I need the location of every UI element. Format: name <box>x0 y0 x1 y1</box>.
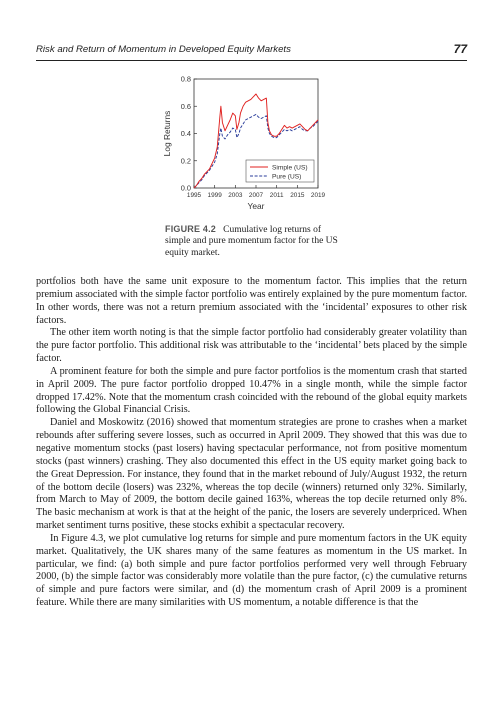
figure-caption-text: Cumulative log returns of simple and pure momentum factor for the US equity market. <box>165 225 338 258</box>
x-tick-label: 1999 <box>207 192 222 199</box>
figure-caption <box>165 224 345 259</box>
figure-4-2-chart <box>158 76 343 222</box>
paragraph: The other item worth noting is that the simple factor portfolio had considerably greater volatility than the pure factor portfolio. This additional risk was attributable to the ‘incidental’ bets placed by the simple factor. <box>36 327 467 365</box>
plot-area <box>162 75 326 211</box>
x-tick-label: 2019 <box>310 192 326 199</box>
y-tick-label: 0.6 <box>180 101 191 111</box>
y-tick-label: 0.4 <box>180 129 191 139</box>
x-tick-label: 2007 <box>248 192 264 199</box>
x-tick-label: 2011 <box>269 192 284 199</box>
figure-label: FIGURE 4.2 <box>165 224 217 234</box>
running-head <box>36 44 467 61</box>
running-title: Risk and Return of Momentum in Developed Equity Markets <box>36 44 291 55</box>
legend-entry: Pure (US) <box>272 173 302 181</box>
page-number: 77 <box>453 42 467 56</box>
y-tick-label: 0.2 <box>180 156 191 166</box>
x-tick-label: 2015 <box>290 192 305 199</box>
paragraph: portfolios both have the same unit exposure to the momentum factor. This implies that the return premium associated with the simple factor portfolio was entirely explained by the pure momentum factor. In other words, there was not a return premium associated with the ‘incidental’ exposures to other risk factors. <box>36 276 467 326</box>
x-axis-label: Year <box>247 201 265 211</box>
y-tick-label: 0.8 <box>180 74 191 84</box>
y-tick-label: 0.0 <box>180 183 191 193</box>
y-axis-label: Log Returns <box>162 110 172 157</box>
x-tick-label: 1995 <box>186 192 202 199</box>
chart-svg <box>158 76 343 222</box>
body-text <box>36 276 467 610</box>
x-tick-label: 2003 <box>228 192 243 199</box>
paragraph: A prominent feature for both the simple and pure factor portfolios is the momentum crash that started in April 2009. The pure factor portfolio dropped 10.47% in a single month, while the simple factor dropped 17.42%. Note that the momentum crash coincided with the rebound of the global equity markets following the Global Financial Crisis. <box>36 365 467 416</box>
paragraph: Daniel and Moskowitz (2016) showed that momentum strategies are prone to crashes when a market rebounds after suffering severe losses, such as occurred in April 2009. They showed that this was due to negative momentum stocks (past losers) having spectacular performance, not from positive momentum stocks (past winners) crashing. They also documented this effect in the US equity market going back to the Great Depression. For instance, they found that in the market rebound of July/August 1932, the return of the bottom decile (losers) was 232%, whereas the top decile (winners) returned only 32%. Similarly, from March to May of 2009, the bottom decile gained 163%, whereas the top decile returned only 8%. The basic mechanism at work is that at the height of the panic, the losers are severely underpriced. When market sentiment turns positive, these stocks exhibit a spectacular recovery. <box>36 417 467 532</box>
legend-entry: Simple (US) <box>272 164 308 172</box>
paragraph: In Figure 4.3, we plot cumulative log returns for simple and pure momentum factors in the UK equity market. Qualitatively, the UK shares many of the same features as momentum in the US market. In particular, we find: (a) both simple and pure factor portfolios performed very well through February 2000, (b) the simple factor was considerably more volatile than the pure factor, (c) the cumulative returns of simple and pure factors were similar, and (d) the momentum crash of April 2009 is a prominent feature. While there are many similarities with US momentum, a notable difference is that the <box>36 532 467 609</box>
